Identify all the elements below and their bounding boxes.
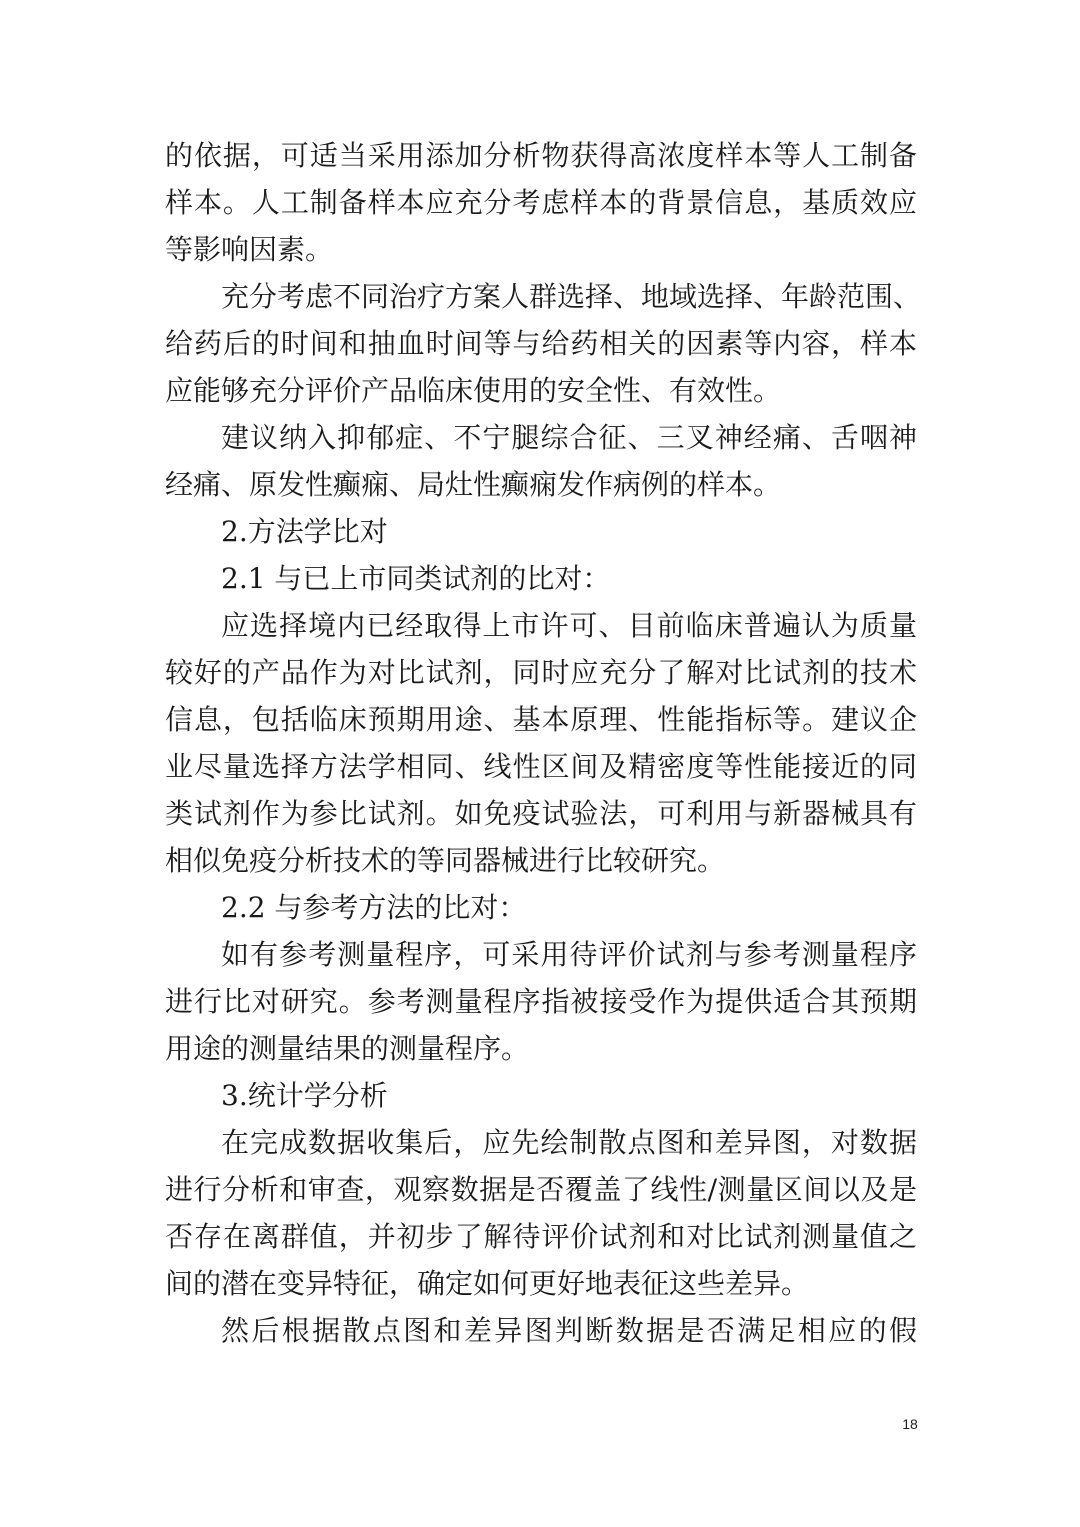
text-line: 间的潜在变异特征，确定如何更好地表征这些差异。 <box>165 1267 810 1300</box>
text-line: 应能够充分评价产品临床使用的安全性、有效性。 <box>165 374 782 407</box>
section-heading: 3.统计学分析 <box>221 1079 388 1112</box>
section-heading: 2.方法学比对 <box>221 515 388 548</box>
text-line: 样本。人工制备样本应充分考虑样本的背景信息，基质效应 <box>165 186 917 219</box>
document-body <box>165 132 922 1354</box>
text-line: 然后根据散点图和差异图判断数据是否满足相应的假 <box>221 1314 917 1347</box>
text-line: 建议纳入抑郁症、不宁腿综合征、三叉神经痛、舌咽神 <box>221 421 917 454</box>
page-number: 18 <box>902 1416 918 1432</box>
text-line: 如有参考测量程序，可采用待评价试剂与参考测量程序 <box>221 938 917 971</box>
text-line: 业尽量选择方法学相同、线性区间及精密度等性能接近的同 <box>165 750 917 783</box>
text-line: 用途的测量结果的测量程序。 <box>165 1032 530 1065</box>
text-line: 较好的产品作为对比试剂，同时应充分了解对比试剂的技术 <box>165 656 917 689</box>
text-line: 经痛、原发性癫痫、局灶性癫痫发作病例的样本。 <box>165 468 782 501</box>
text-line: 类试剂作为参比试剂。如免疫试验法，可利用与新器械具有 <box>165 797 917 830</box>
text-line: 在完成数据收集后，应先绘制散点图和差异图，对数据 <box>221 1126 917 1159</box>
text-line: 进行分析和审查，观察数据是否覆盖了线性/测量区间以及是 <box>165 1173 917 1206</box>
subsection-heading: 2.1 与已上市同类试剂的比对： <box>221 562 611 595</box>
text-line: 给药后的时间和抽血时间等与给药相关的因素等内容，样本 <box>165 327 917 360</box>
subsection-heading: 2.2 与参考方法的比对： <box>221 891 527 924</box>
text-line: 相似免疫分析技术的等同器械进行比较研究。 <box>165 844 726 877</box>
text-line: 信息，包括临床预期用途、基本原理、性能指标等。建议企 <box>165 703 917 736</box>
text-line: 充分考虑不同治疗方案人群选择、地域选择、年龄范围、 <box>221 280 922 313</box>
text-line: 进行比对研究。参考测量程序指被接受作为提供适合其预期 <box>165 985 917 1018</box>
text-line: 的依据，可适当采用添加分析物获得高浓度样本等人工制备 <box>165 139 917 172</box>
text-line: 等影响因素。 <box>165 233 334 266</box>
text-line: 否存在离群值，并初步了解待评价试剂和对比试剂测量值之 <box>165 1220 917 1253</box>
text-line: 应选择境内已经取得上市许可、目前临床普遍认为质量 <box>221 609 917 642</box>
